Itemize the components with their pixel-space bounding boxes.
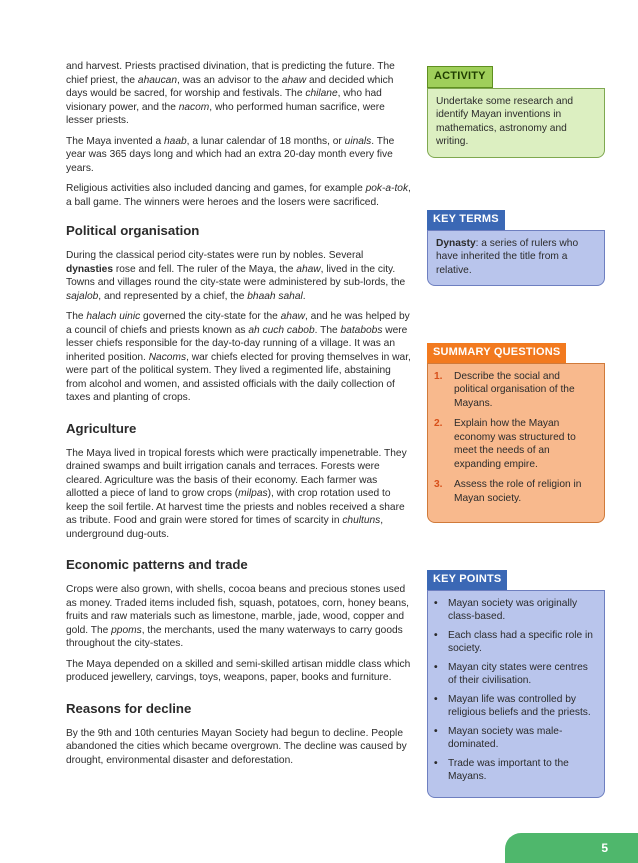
text-run: , a lunar calendar of 18 months, or <box>186 135 345 147</box>
key-points-list <box>434 597 596 784</box>
paragraph-religious-activities <box>66 182 411 209</box>
key-terms-label: KEY TERMS <box>427 210 505 230</box>
list-item <box>434 370 596 411</box>
main-text-column <box>66 60 411 774</box>
bullet-icon: • <box>434 757 438 769</box>
bullet-icon: • <box>434 725 438 737</box>
question-text: Describe the social and political organisation of the Mayans. <box>454 370 575 409</box>
term-italic: milpas <box>238 488 268 499</box>
key-terms-box <box>427 210 605 286</box>
text-run: ), with crop rotation used to keep the soil fertile. At harvest time the priests and nobles received a share as tribute. Food and grain were stored for times of scarcity in <box>66 488 405 526</box>
term-italic: chilane <box>305 88 338 99</box>
heading-reasons-for-decline: Reasons for decline <box>66 700 192 716</box>
text-run: , and represented by a chief, the <box>98 290 248 302</box>
term-italic: uinals <box>344 135 372 147</box>
term-italic: ah cuch cabob <box>248 324 315 336</box>
key-term-definition: : a series of rulers who have inherited the title from a relative. <box>436 237 579 276</box>
question-text: Assess the role of religion in Mayan society. <box>454 479 582 504</box>
question-number: 2. <box>434 418 443 429</box>
key-term-bold: dynasties <box>66 263 113 275</box>
paragraph-agriculture <box>66 447 411 542</box>
text-run: . The year was 365 days long and which had an extra 20-day month every five years. <box>66 135 395 174</box>
text-run: . The <box>314 324 341 336</box>
text-run: , who performed human sacrifice, were lesser priests. <box>66 101 385 126</box>
list-item <box>434 661 596 688</box>
paragraph-calendar <box>66 135 411 176</box>
heading-economic-patterns: Economic patterns and trade <box>66 557 248 572</box>
text-run: The Maya lived in tropical forests which were practically impenetrable. They drained swamps and built irrigation canals and terraces. Forests were cleared. Agriculture was the basis of their economy. Each farmer was allotted a piece of land to grow crops ( <box>66 447 407 499</box>
list-item <box>434 478 596 505</box>
term-italic: pok-a-tok <box>365 183 409 194</box>
term-italic: ahaw <box>280 311 305 322</box>
list-item <box>434 725 596 752</box>
key-terms-panel <box>427 230 605 287</box>
text-run: The <box>66 311 87 322</box>
activity-panel: Undertake some research and identify Mayan inventions in mathematics, astronomy and writing. <box>427 88 605 158</box>
key-point-text: Each class had a specific role in society. <box>448 629 593 654</box>
text-run: , and he was helped by a council of chiefs and priests known as <box>66 311 410 336</box>
term-italic: Nacoms <box>148 351 187 363</box>
bullet-icon: • <box>434 597 438 609</box>
question-number: 3. <box>434 479 443 490</box>
text-run: , underground dug-outs. <box>66 515 384 540</box>
page-number: 5 <box>601 841 608 855</box>
page-number-tab <box>505 833 638 863</box>
question-number: 1. <box>434 370 443 382</box>
text-run: Crops were also grown, with shells, cocoa beans and precious stones used as money. Traded items included fish, squash, potatoes, corn, honey beans, fruits and raw materials such as limestone, marble, jade, wood, copper and gold. The <box>66 584 409 636</box>
text-run: and decided which days would be sacred, for worship and festivals. The <box>66 74 394 99</box>
activity-box <box>427 66 605 158</box>
key-point-text: Mayan society was originally class-based. <box>448 597 578 622</box>
text-run: , war chiefs elected for proving themselves in war, were part of the political system. They lived a regimented life, abstaining from alcohol and women, and assisted officials with the daily collection of taxes and planting of crops. <box>66 351 411 403</box>
list-item <box>434 757 596 784</box>
paragraph-decline: By the 9th and 10th centuries Mayan Society had begun to decline. People abandoned the cities which became overgrown. The decline was caused by drought, environmental disaster and deforestation. <box>66 727 407 766</box>
text-run: During the classical period city-states were run by nobles. Several <box>66 250 364 261</box>
text-run: and harvest. Priests practised divination, that is predicting the future. <box>66 61 375 72</box>
paragraph-nobles <box>66 249 411 303</box>
heading-political-organisation: Political organisation <box>66 223 200 238</box>
text-run: , the merchants, used the many waterways to carry goods throughout the city-states. <box>66 624 403 649</box>
text-run: , a ball game. The winners were heroes and the losers were sacrificed. <box>66 183 411 208</box>
text-run: The Maya invented a <box>66 135 164 147</box>
activity-label: ACTIVITY <box>427 66 493 88</box>
bullet-icon: • <box>434 661 438 673</box>
term-italic: ppoms <box>111 624 142 636</box>
key-points-box <box>427 570 605 798</box>
key-points-panel <box>427 590 605 798</box>
paragraph-priests <box>66 60 411 128</box>
key-point-text: Mayan life was controlled by religious beliefs and the priests. <box>448 693 591 718</box>
text-run: Religious activities also included dancing and games, for example <box>66 183 366 194</box>
summary-questions-label: SUMMARY QUESTIONS <box>427 343 566 363</box>
text-run: , who had visionary power, and the <box>66 88 382 113</box>
summary-questions-list <box>434 370 596 506</box>
key-point-text: Mayan city states were centres of their civilisation. <box>448 661 588 686</box>
paragraph-halach-uinic <box>66 310 411 405</box>
summary-questions-panel <box>427 363 605 524</box>
text-run: . <box>302 290 306 302</box>
term-italic: ahaucan <box>137 74 178 86</box>
text-run: , was an advisor to the <box>177 74 282 86</box>
key-points-label: KEY POINTS <box>427 570 507 590</box>
text-run: governed the city-state for the <box>140 311 281 322</box>
bullet-icon: • <box>434 693 438 705</box>
text-run: The chief priest, the <box>66 61 395 86</box>
term-italic: batabobs <box>340 324 383 336</box>
key-point-text: Trade was important to the Mayans. <box>448 757 569 782</box>
key-point-text: Mayan society was male-dominated. <box>448 725 563 750</box>
term-italic: halach uinic <box>86 311 141 322</box>
list-item <box>434 693 596 720</box>
bullet-icon: • <box>434 629 438 641</box>
term-italic: nacom <box>178 101 210 113</box>
paragraph-trade <box>66 583 411 651</box>
term-italic: ahaw <box>281 74 307 86</box>
term-italic: bhaah sahal <box>247 290 303 302</box>
term-italic: sajalob <box>66 290 99 302</box>
summary-questions-box <box>427 343 605 523</box>
heading-agriculture: Agriculture <box>66 420 137 436</box>
term-italic: haab <box>163 135 187 147</box>
list-item <box>434 417 596 471</box>
text-run: were lesser chiefs responsible for the day-to-day running of a village. It was an inherited position. <box>66 324 408 363</box>
term-italic: chultuns <box>342 515 381 526</box>
paragraph-artisans: The Maya depended on a skilled and semi-skilled artisan middle class which produced jewellery, carvings, toys, weapons, paper, books and furniture. <box>66 658 411 683</box>
key-term-word: Dynasty <box>436 237 476 249</box>
list-item <box>434 597 596 624</box>
text-run: rose and fell. The ruler of the Maya, the <box>113 263 297 275</box>
question-text: Explain how the Mayan economy was structured to meet the needs of an expanding empire. <box>454 418 576 470</box>
list-item <box>434 629 596 656</box>
text-run: , lived in the city. Towns and villages round the city-state were administered by sub-lords, the <box>66 263 406 288</box>
term-italic: ahaw <box>296 263 321 275</box>
